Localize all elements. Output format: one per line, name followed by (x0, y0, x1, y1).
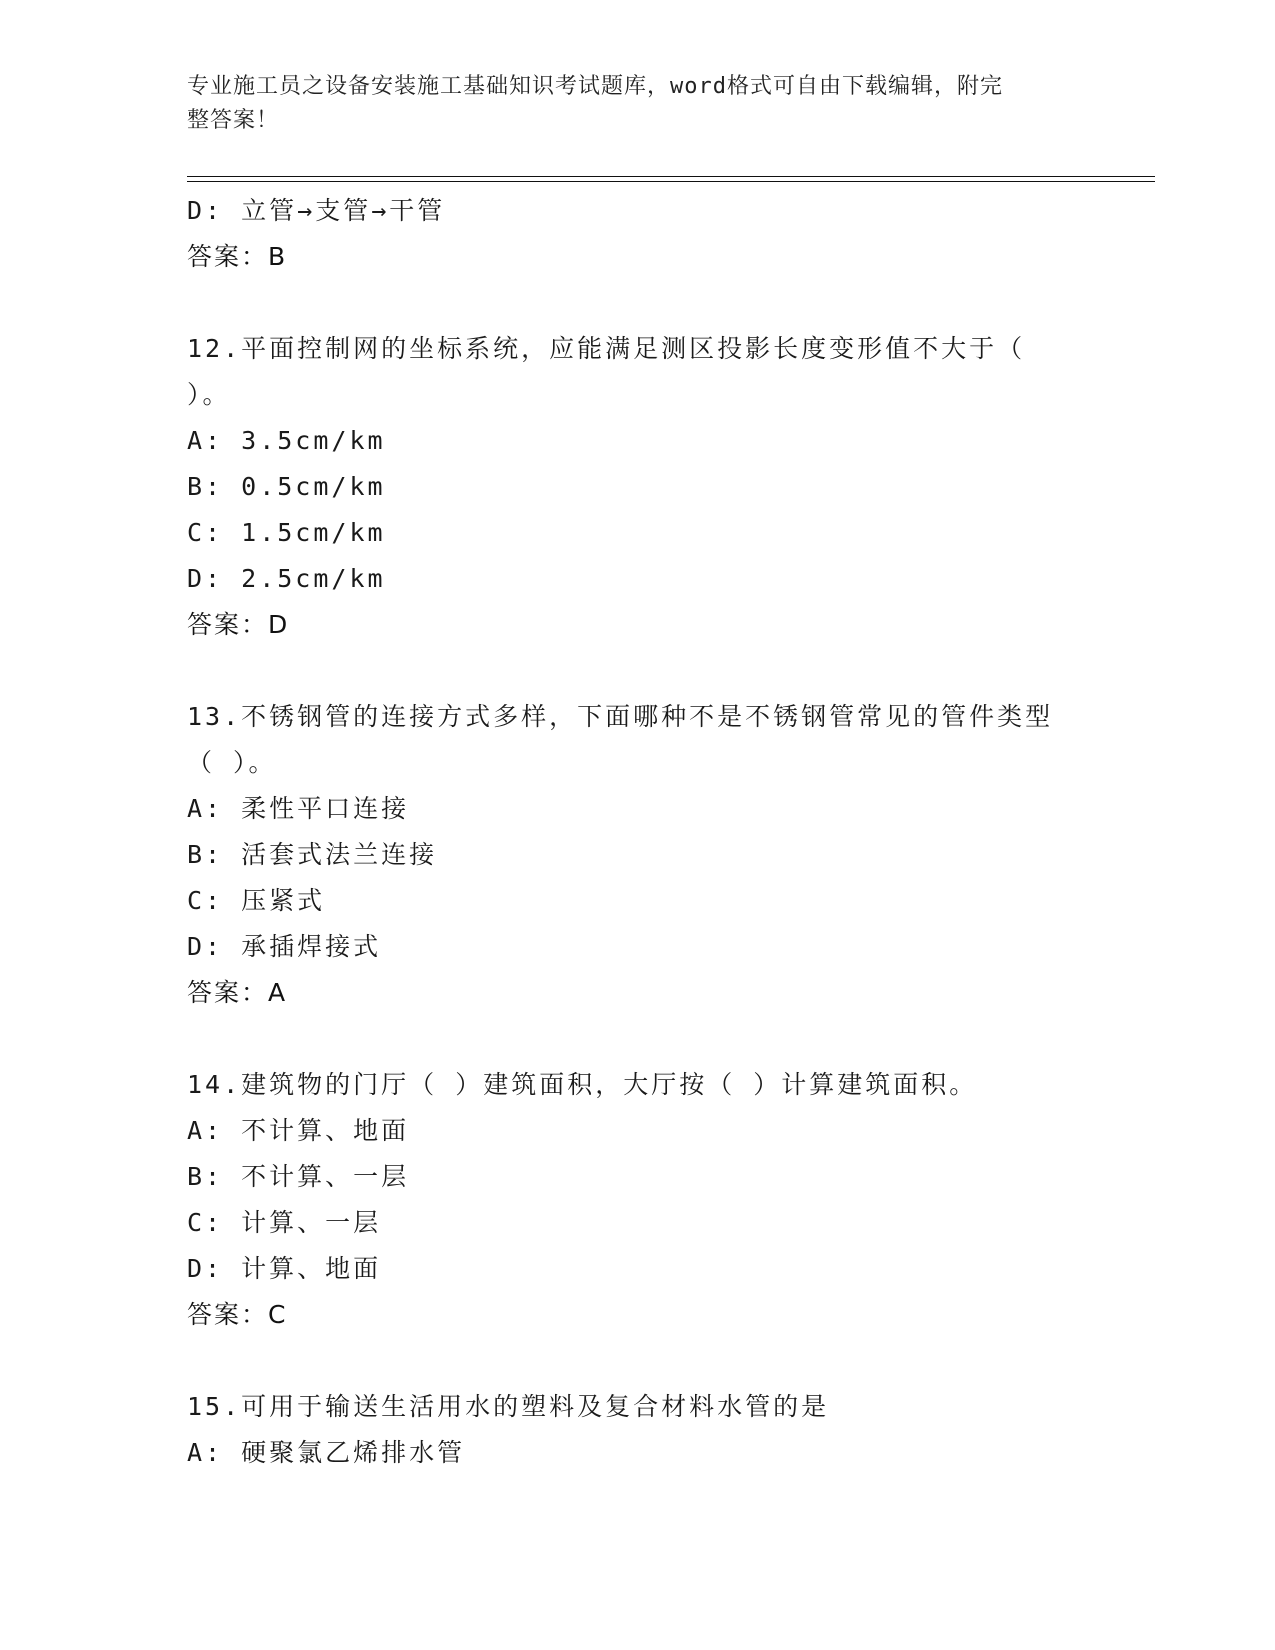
header-title-line-1: 专业施工员之设备安装施工基础知识考试题库，word格式可自由下载编辑，附完 (187, 74, 1003, 99)
question-11 (187, 188, 1087, 280)
question-12-option-b: B: 0.5cm/km (187, 472, 386, 501)
spacer (187, 280, 1087, 326)
question-12-option-a: A: 3.5cm/km (187, 426, 386, 455)
question-14-option-c: C: 计算、一层 (187, 1208, 382, 1237)
question-14 (187, 1062, 1087, 1338)
question-13-option-d: D: 承插焊接式 (187, 932, 382, 961)
question-12 (187, 326, 1087, 648)
question-15 (187, 1384, 1087, 1476)
spacer (187, 1016, 1087, 1062)
question-13-option-c: C: 压紧式 (187, 886, 326, 915)
header-title-line-2: 整答案！ (187, 108, 280, 133)
question-15-option-a: A: 硬聚氯乙烯排水管 (187, 1438, 466, 1467)
question-12-stem-line-1: 12.平面控制网的坐标系统，应能满足测区投影长度变形值不大于（ (187, 334, 1026, 363)
question-15-stem-line-1: 15.可用于输送生活用水的塑料及复合材料水管的是 (187, 1392, 830, 1421)
question-12-stem-line-2: ）。 (187, 380, 231, 409)
header-divider-top (187, 176, 1155, 177)
question-14-option-a: A: 不计算、地面 (187, 1116, 410, 1145)
header-divider-bottom (187, 181, 1155, 182)
question-13-answer: 答案：A (187, 978, 288, 1007)
question-12-option-c: C: 1.5cm/km (187, 518, 386, 547)
question-14-stem-line-1: 14.建筑物的门厅（ ）建筑面积，大厅按（ ）计算建筑面积。 (187, 1070, 978, 1099)
question-11-option-d: D: 立管→支管→干管 (187, 196, 446, 225)
question-13-stem-line-2: （ ）。 (187, 748, 277, 777)
spacer (187, 1338, 1087, 1384)
spacer (187, 648, 1087, 694)
question-13 (187, 694, 1087, 1016)
question-11-answer: 答案：B (187, 242, 288, 271)
question-13-option-b: B: 活套式法兰连接 (187, 840, 438, 869)
question-13-option-a: A: 柔性平口连接 (187, 794, 410, 823)
question-13-stem-line-1: 13.不锈钢管的连接方式多样，下面哪种不是不锈钢管常见的管件类型 (187, 702, 1054, 731)
question-14-answer: 答案：C (187, 1300, 288, 1329)
question-14-option-d: D: 计算、地面 (187, 1254, 382, 1283)
question-12-answer: 答案：D (187, 610, 290, 639)
question-12-option-d: D: 2.5cm/km (187, 564, 386, 593)
question-list (187, 188, 1087, 1476)
document-header (187, 70, 1077, 138)
question-14-option-b: B: 不计算、一层 (187, 1162, 410, 1191)
